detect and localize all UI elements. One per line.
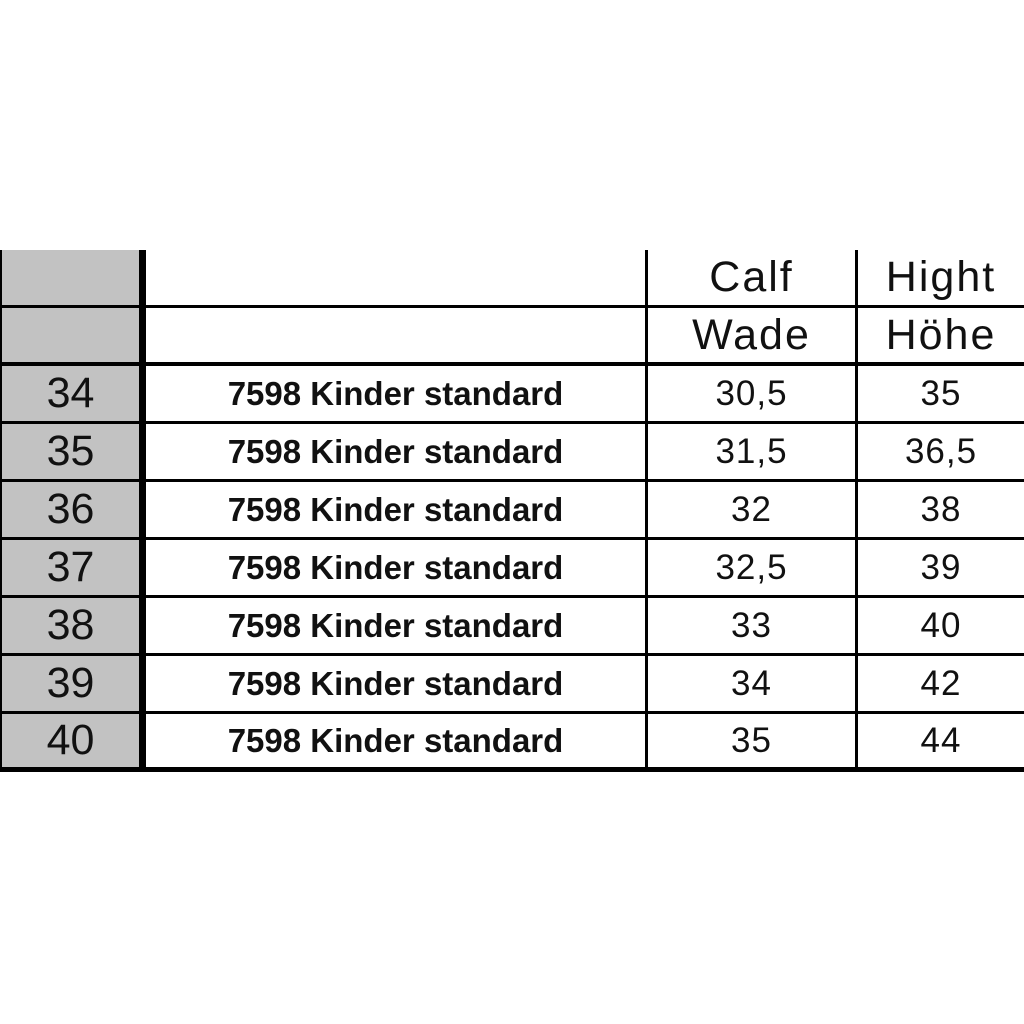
height-value-cell: 38 [920,489,962,529]
size-cell: 39 [0,656,146,711]
table-row [0,540,1024,598]
product-cell: 7598 Kinder standard [146,366,648,421]
height-value-cell: 44 [920,720,962,760]
size-cell: 35 [0,424,146,479]
calf-value-cell: 33 [648,598,858,653]
product-cell: 7598 Kinder standard [146,598,648,653]
calf-header-en: Calf [648,250,858,305]
product-cell: 7598 Kinder standard [146,424,648,479]
calf-value-cell: 32,5 [648,540,858,595]
height-value-cell: 36,5 [904,431,978,471]
product-cell: 7598 Kinder standard [146,540,648,595]
size-cell: 38 [0,598,146,653]
table-row [0,482,1024,540]
table-row [0,714,1024,772]
table-row [0,424,1024,482]
height-value-cell: 40 [920,605,962,645]
height-header-de: Höhe [885,310,997,359]
table-header-row-en [0,250,1024,308]
height-header-en: Hight [885,253,997,301]
calf-value-cell: 35 [648,714,858,767]
calf-header-de: Wade [648,308,858,362]
size-cell: 36 [0,482,146,537]
height-value-cell: 39 [920,547,962,587]
product-header-cell-blank [146,308,648,362]
table-row [0,366,1024,424]
size-cell: 40 [0,714,146,767]
size-cell: 37 [0,540,146,595]
size-cell: 34 [0,366,146,421]
table-row [0,598,1024,656]
product-cell: 7598 Kinder standard [146,482,648,537]
table-row [0,656,1024,714]
calf-value-cell: 31,5 [648,424,858,479]
size-header-cell-blank [0,308,146,362]
product-header-cell-blank [146,250,648,305]
height-value-cell: 42 [920,663,962,703]
product-cell: 7598 Kinder standard [146,656,648,711]
size-header-cell-blank [0,250,146,305]
size-chart-table [0,250,1024,772]
calf-value-cell: 30,5 [648,366,858,421]
calf-value-cell: 34 [648,656,858,711]
table-header-row-de [0,308,1024,366]
product-cell: 7598 Kinder standard [146,714,648,767]
calf-value-cell: 32 [648,482,858,537]
height-value-cell: 35 [920,373,962,413]
